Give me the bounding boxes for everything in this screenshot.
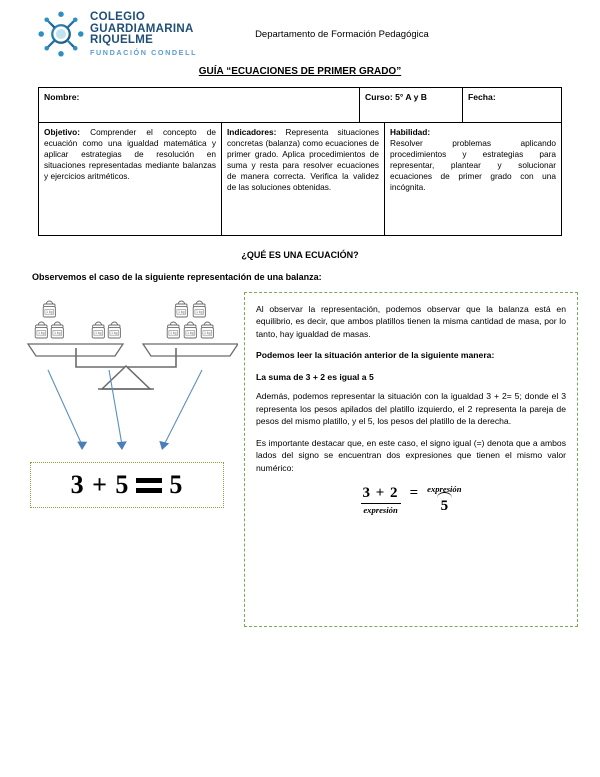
objetivo-text: Comprender el concepto de ecuación como una igualdad matemática y aplicar estrategias de resolución en situaciones representadas mediante balanzas y ejercicios aritméticos. — [44, 127, 216, 181]
explanation-column — [244, 292, 578, 627]
formula-left-numbers: 3 + 2 — [361, 485, 401, 504]
formula-right-label: expresión — [427, 483, 462, 494]
objectives-table — [38, 122, 562, 236]
table-row — [39, 123, 562, 236]
equation-box — [30, 462, 224, 508]
section-observe-heading: Observemos el caso de la siguiente representación de una balanza: — [32, 272, 322, 282]
explanation-paragraph-1: Al observar la representación, podemos observar que la balanza está en equilibrio, es decir, que ambos platillos tienen la misma cantidad de masa, por lo tanto, hay igualdad de masas. — [256, 304, 566, 339]
logo-foundation-label: FUNDACIÓN CONDELL — [90, 47, 198, 57]
equals-sign-icon — [136, 477, 162, 493]
cell-curso — [360, 88, 463, 123]
cell-fecha[interactable] — [463, 88, 562, 123]
explanation-box — [244, 292, 578, 627]
formula-right-number: 5 — [440, 497, 449, 514]
school-logo — [38, 11, 197, 57]
objetivo-label: Objetivo: — [44, 127, 80, 137]
formula-left-label: expresión — [363, 504, 398, 515]
formula-right-side — [427, 484, 461, 515]
illustration-column — [12, 292, 238, 627]
page-header — [0, 0, 600, 57]
habilidad-label: Habilidad: — [390, 127, 431, 137]
logo-line-2: GUARDIAMARINA — [90, 22, 194, 35]
explanation-paragraph-2: Podemos leer la situación anterior de la siguiente manera: — [256, 350, 495, 361]
ship-wheel-icon — [38, 11, 84, 57]
balance-scale-svg: 1 kg — [12, 292, 238, 464]
equation-left-term: 3 + 5 — [70, 470, 130, 499]
cell-nombre[interactable] — [39, 88, 360, 123]
nombre-label: Nombre: — [44, 92, 80, 102]
logo-wordmark — [90, 12, 197, 56]
table-row — [39, 88, 562, 123]
cell-habilidad — [385, 123, 562, 236]
cell-indicadores — [222, 123, 385, 236]
formula-equals-sign: = — [409, 484, 419, 501]
fecha-label: Fecha: — [468, 92, 496, 102]
explanation-paragraph-3: La suma de 3 + 2 es igual a 5 — [256, 371, 374, 382]
section-question-heading: ¿QUÉ ES UNA ECUACIÓN? — [241, 250, 359, 260]
logo-line-1: COLEGIO — [90, 11, 146, 24]
formula-left-side — [361, 484, 401, 515]
identity-table — [38, 87, 562, 123]
department-label: Departamento de Formación Pedagógica — [255, 28, 429, 40]
balance-illustration — [12, 292, 238, 462]
habilidad-text: Resolver problemas aplicando procedimientos y estrategias para representar, plantear y solucionar ecuaciones de primer grado con una incógnita. — [390, 137, 556, 192]
cell-objetivo — [39, 123, 222, 236]
page-title: GUÍA “ECUACIONES DE PRIMER GRADO” — [198, 66, 402, 77]
indicadores-text: Representa situaciones concretas (balanza) como ecuaciones de primer grado. Aplica procedimientos de suma y resta para resolver ecuaciones de manera correcta. Verifica la validez de las soluciones obtenidas. — [227, 127, 379, 192]
content-area — [0, 292, 600, 627]
indicadores-label: Indicadores: — [227, 127, 277, 137]
explanation-paragraph-5: Es importante destacar que, en este caso, el signo igual (=) denota que a ambos lados del signo se encuentran dos expresiones que tienen el mismo valor numérico: — [256, 437, 566, 473]
formula-right-group — [437, 492, 452, 515]
expression-formula — [256, 484, 566, 515]
logo-line-3: RIQUELME — [90, 34, 154, 47]
equation-right-term: 5 — [169, 470, 184, 499]
explanation-paragraph-4: Además, podemos representar la situación con la igualdad 3 + 2= 5; donde el 3 representa los pesos apilados del platillo izquierdo, el 2 representa la pareja de pesos del mismo platillo, y el 5, los pesos del platillo de la derecha. — [256, 391, 566, 427]
curso-label: Curso: 5° A y B — [365, 92, 428, 102]
